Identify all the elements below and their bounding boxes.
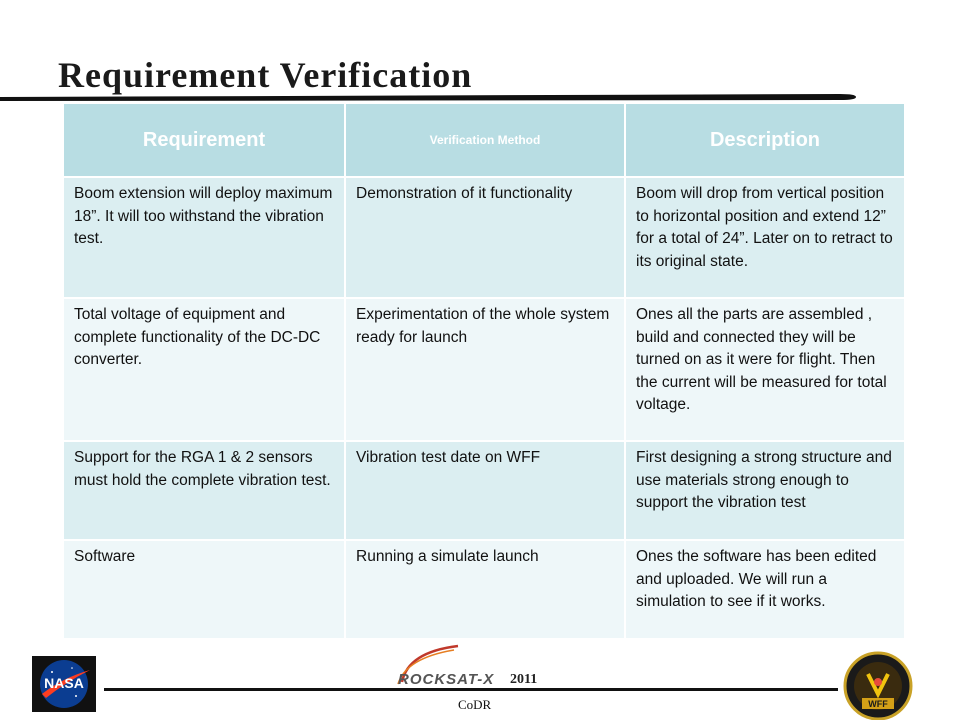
wff-mission-patch-logo	[840, 648, 916, 720]
cell-method: Experimentation of the whole system ready for launch	[345, 298, 625, 441]
cell-method: Running a simulate launch	[345, 540, 625, 638]
cell-description: First designing a strong structure and use materials strong enough to support the vibration test	[625, 441, 904, 540]
cell-requirement: Support for the RGA 1 & 2 sensors must hold the complete vibration test.	[64, 441, 345, 540]
cell-method: Vibration test date on WFF	[345, 441, 625, 540]
requirements-table	[64, 104, 904, 638]
table-row	[64, 540, 904, 638]
slide-title: Requirement Verification	[58, 55, 473, 95]
header-description: Description	[625, 104, 904, 177]
footer-year: 2011	[510, 672, 538, 687]
table-header-row	[64, 104, 904, 177]
table-row	[64, 177, 904, 298]
cell-description: Ones all the parts are assembled , build and connected they will be turned on as it were for flight. Then the current will be measured for total voltage.	[625, 298, 904, 441]
cell-requirement: Software	[64, 540, 345, 638]
svg-text:ROCKSAT-X: ROCKSAT-X	[398, 671, 495, 688]
rocksat-x-logo	[388, 642, 518, 690]
svg-text:NASA: NASA	[44, 675, 84, 691]
nasa-logo	[32, 656, 96, 712]
title-underline	[0, 88, 870, 104]
cell-description: Ones the software has been edited and uploaded. We will run a simulation to see if it works.	[625, 540, 904, 638]
footer-label: CoDR	[458, 697, 492, 712]
table-row	[64, 298, 904, 441]
cell-requirement: Boom extension will deploy maximum 18”. It will too withstand the vibration test.	[64, 177, 345, 298]
cell-requirement: Total voltage of equipment and complete functionality of the DC-DC converter.	[64, 298, 345, 441]
header-verification-method: Verification Method	[345, 104, 625, 177]
header-requirement: Requirement	[64, 104, 345, 177]
cell-description: Boom will drop from vertical position to horizontal position and extend 12” for a total of 24”. Later on to retract to its original state.	[625, 177, 904, 298]
table-row	[64, 441, 904, 540]
cell-method: Demonstration of it functionality	[345, 177, 625, 298]
svg-text:WFF: WFF	[868, 699, 888, 709]
